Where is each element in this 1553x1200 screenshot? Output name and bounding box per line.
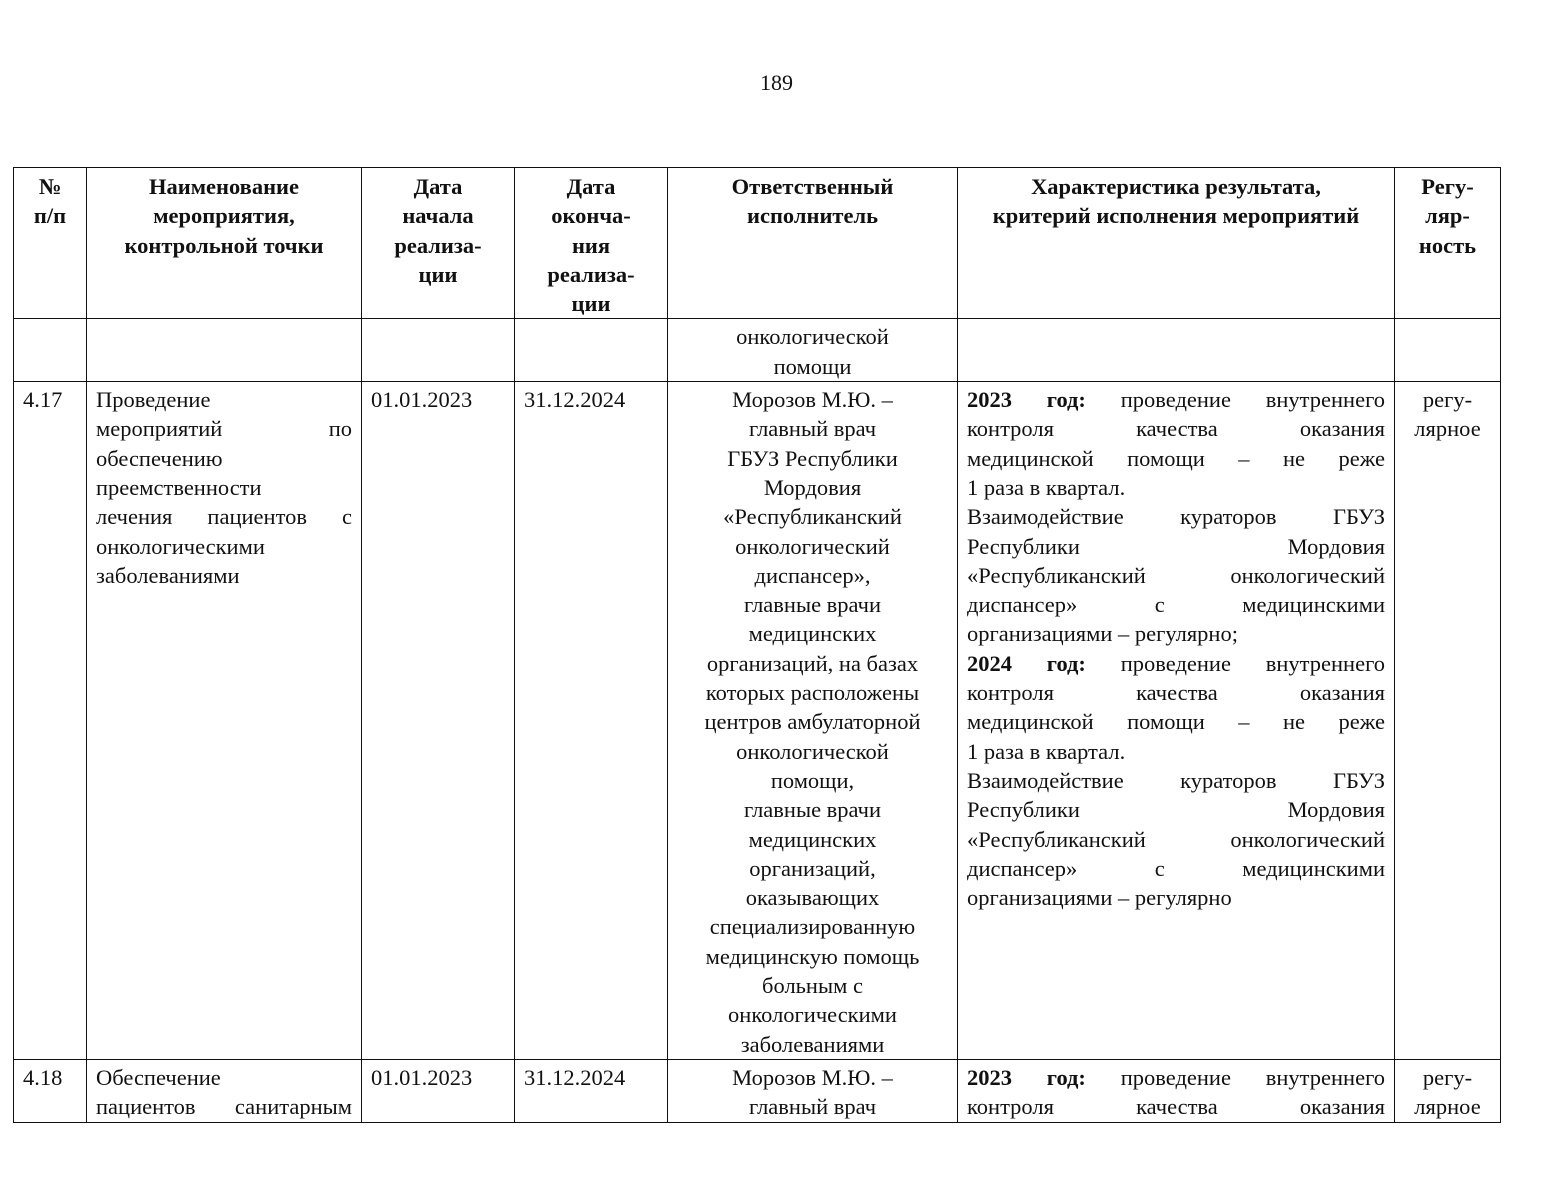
cell-result bbox=[958, 382, 1395, 1060]
text-line: ляр- bbox=[1425, 203, 1470, 229]
cell-regularity bbox=[1395, 319, 1501, 382]
result-line: контроля качества оказания bbox=[967, 416, 1385, 442]
name-line: заболеваниями bbox=[96, 562, 240, 588]
text-line: Ответственный bbox=[731, 174, 894, 199]
year-label: 2023 год: bbox=[967, 387, 1086, 413]
result-line: «Республиканский онкологический bbox=[967, 562, 1385, 588]
text-line: онкологической bbox=[736, 324, 889, 350]
responsible-line: помощи, bbox=[770, 767, 855, 793]
text-line: ции bbox=[418, 261, 458, 287]
regularity-line: регу- bbox=[1422, 387, 1473, 413]
text-line: начала bbox=[402, 203, 474, 229]
page-number: 189 bbox=[760, 70, 793, 95]
text-line: Дата bbox=[413, 174, 463, 199]
text-line: оконча- bbox=[551, 203, 631, 229]
responsible-line: главные врачи bbox=[743, 797, 881, 823]
responsible-line: онкологический bbox=[735, 533, 890, 559]
name-line: обеспечению bbox=[96, 445, 223, 471]
cell-regularity bbox=[1395, 1059, 1501, 1122]
cell-num: 4.17 bbox=[14, 382, 87, 1060]
cell-responsible bbox=[668, 382, 958, 1060]
responsible-line: онкологической bbox=[736, 738, 889, 764]
header-regularity bbox=[1395, 168, 1501, 319]
result-line: контроля качества оказания bbox=[967, 680, 1385, 706]
text-line: ность bbox=[1418, 232, 1477, 258]
result-line: медицинской помощи – не реже bbox=[967, 445, 1385, 471]
text-line: № bbox=[38, 174, 62, 199]
cell-name bbox=[87, 319, 362, 382]
cell-end: 31.12.2024 bbox=[515, 1059, 668, 1122]
result-line: 2023 год: проведение внутреннего bbox=[967, 387, 1385, 413]
year-label: 2023 год: bbox=[967, 1064, 1086, 1090]
regularity-line: лярное bbox=[1414, 416, 1481, 442]
result-line: организациями – регулярно bbox=[967, 885, 1232, 911]
responsible-line: Морозов М.Ю. – bbox=[732, 1064, 893, 1090]
result-line: 1 раза в квартал. bbox=[967, 738, 1126, 764]
responsible-line: оказывающих bbox=[745, 885, 880, 911]
name-line: онкологическими bbox=[96, 533, 265, 559]
text-line: исполнитель bbox=[747, 203, 878, 229]
cell-start: 01.01.2023 bbox=[362, 1059, 515, 1122]
responsible-line: центров амбулаторной bbox=[704, 709, 921, 735]
responsible-line: главные врачи bbox=[743, 592, 881, 618]
result-line: Республики Мордовия bbox=[967, 533, 1385, 559]
cell-end: 31.12.2024 bbox=[515, 382, 668, 1060]
text-line: Характеристика результата, bbox=[1031, 174, 1321, 199]
cell-result bbox=[958, 319, 1395, 382]
table-row bbox=[14, 382, 1501, 1060]
responsible-line: которых расположены bbox=[705, 680, 920, 706]
header-name bbox=[87, 168, 362, 319]
header-responsible bbox=[668, 168, 958, 319]
cell-start: 01.01.2023 bbox=[362, 382, 515, 1060]
text-line: контрольной точки bbox=[124, 232, 324, 258]
responsible-line: диспансер», bbox=[754, 562, 871, 588]
result-line: контроля качества оказания bbox=[967, 1094, 1385, 1120]
responsible-line: Мордовия bbox=[763, 474, 862, 500]
header-row bbox=[14, 168, 1501, 319]
responsible-line: главный врач bbox=[748, 1094, 877, 1120]
result-line: диспансер» с медицинскими bbox=[967, 855, 1385, 881]
result-line: «Республиканский онкологический bbox=[967, 826, 1385, 852]
regularity-line: лярное bbox=[1414, 1094, 1481, 1120]
cell-responsible bbox=[668, 1059, 958, 1122]
name-line: мероприятий по bbox=[96, 416, 352, 442]
continuation-row bbox=[14, 319, 1501, 382]
result-line: 1 раза в квартал. bbox=[967, 474, 1126, 500]
responsible-line: организаций, bbox=[749, 855, 876, 881]
responsible-line: «Республиканский bbox=[723, 504, 902, 530]
responsible-line: медицинских bbox=[748, 826, 877, 852]
cell-num bbox=[14, 319, 87, 382]
name-line: преемственности bbox=[96, 474, 262, 500]
responsible-line: Морозов М.Ю. – bbox=[732, 387, 893, 413]
text-line: ции bbox=[571, 291, 611, 317]
text-line: Наименование bbox=[149, 174, 299, 199]
responsible-line: больным с bbox=[762, 973, 863, 999]
cell-end bbox=[515, 319, 668, 382]
header-num bbox=[14, 168, 87, 319]
cell-result bbox=[958, 1059, 1395, 1122]
name-line: пациентов санитарным bbox=[96, 1094, 352, 1120]
activities-table bbox=[13, 167, 1501, 1123]
responsible-line: медицинских bbox=[748, 621, 877, 647]
text-line: Дата bbox=[566, 174, 616, 199]
name-line: Проведение bbox=[96, 387, 211, 413]
text-line: реализа- bbox=[547, 261, 635, 287]
text-line: критерий исполнения мероприятий bbox=[992, 203, 1360, 229]
result-line: Взаимодействие кураторов ГБУЗ bbox=[967, 504, 1385, 530]
cell-name bbox=[87, 1059, 362, 1122]
cell-name bbox=[87, 382, 362, 1060]
regularity-line: регу- bbox=[1422, 1064, 1473, 1090]
text-line: реализа- bbox=[394, 232, 482, 258]
responsible-line: медицинскую помощь bbox=[705, 943, 920, 969]
responsible-line: организаций, на базах bbox=[706, 650, 919, 676]
result-line: Взаимодействие кураторов ГБУЗ bbox=[967, 767, 1385, 793]
cell-num: 4.18 bbox=[14, 1059, 87, 1122]
result-line: 2023 год: проведение внутреннего bbox=[967, 1064, 1385, 1090]
text-line: ния bbox=[571, 232, 611, 258]
result-line: диспансер» с медицинскими bbox=[967, 592, 1385, 618]
responsible-line: специализированную bbox=[709, 914, 916, 940]
cell-regularity bbox=[1395, 382, 1501, 1060]
header-result bbox=[958, 168, 1395, 319]
header-start-date bbox=[362, 168, 515, 319]
year-label: 2024 год: bbox=[967, 650, 1086, 676]
responsible-line: ГБУЗ Республики bbox=[727, 445, 898, 471]
responsible-line: онкологическими bbox=[728, 1002, 897, 1028]
header-end-date bbox=[515, 168, 668, 319]
name-line: Обеспечение bbox=[96, 1064, 221, 1090]
result-line: медицинской помощи – не реже bbox=[967, 709, 1385, 735]
text-line: п/п bbox=[33, 203, 67, 229]
cell-start bbox=[362, 319, 515, 382]
result-line: организациями – регулярно; bbox=[967, 621, 1238, 647]
text-line: помощи bbox=[773, 353, 852, 379]
name-line: лечения пациентов с bbox=[96, 504, 352, 530]
cell-responsible bbox=[668, 319, 958, 382]
table-row bbox=[14, 1059, 1501, 1122]
responsible-line: главный врач bbox=[748, 416, 877, 442]
result-line: 2024 год: проведение внутреннего bbox=[967, 650, 1385, 676]
text-line: мероприятия, bbox=[153, 203, 295, 229]
result-line: Республики Мордовия bbox=[967, 797, 1385, 823]
responsible-line: заболеваниями bbox=[740, 1031, 885, 1057]
text-line: Регу- bbox=[1421, 174, 1474, 199]
